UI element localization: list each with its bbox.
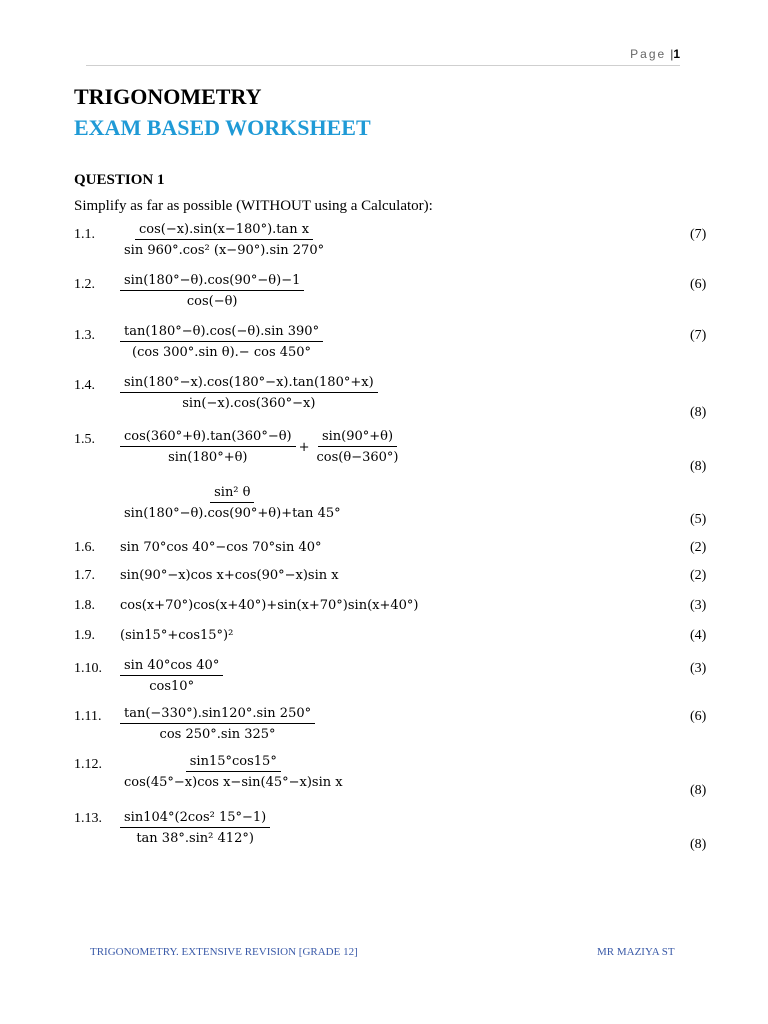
item-number: 1.7. [74, 568, 95, 583]
denominator: sin(−x).cos(360°−x) [182, 396, 316, 411]
denominator: sin(180°+θ) [168, 450, 248, 465]
worksheet-title: TRIGONOMETRY [74, 84, 262, 109]
numerator: sin 40°cos 40° [120, 658, 223, 676]
fraction [120, 324, 323, 360]
fraction [120, 706, 315, 742]
expression: sin(90°−x)cos x+cos(90°−x)sin x [120, 568, 339, 583]
marks: (4) [690, 628, 707, 643]
marks: (8) [690, 837, 707, 852]
denominator: cos(45°−x)cos x−sin(45°−x)sin x [124, 775, 343, 790]
numerator: sin104°(2cos² 15°−1) [120, 810, 270, 828]
numerator: tan(−330°).sin120°.sin 250° [120, 706, 315, 724]
marks: (5) [690, 512, 707, 527]
marks: (6) [690, 709, 707, 724]
marks: (7) [690, 328, 707, 343]
numerator: sin(90°+θ) [318, 429, 397, 447]
fraction [120, 273, 304, 309]
numerator: sin² θ [210, 485, 254, 503]
marks: (6) [690, 277, 707, 292]
denominator: cos10° [149, 679, 195, 694]
denominator: tan 38°.sin² 412°) [136, 831, 254, 846]
header-divider [86, 65, 680, 66]
item-number: 1.5. [74, 432, 95, 447]
numerator: sin(180°−θ).cos(90°−θ)−1 [120, 273, 304, 291]
denominator: sin 960°.cos² (x−90°).sin 270° [124, 243, 325, 258]
marks: (8) [690, 459, 707, 474]
fraction [120, 429, 296, 465]
numerator: sin15°cos15° [186, 754, 281, 772]
numerator: cos(360°+θ).tan(360°−θ) [120, 429, 296, 447]
numerator: sin(180°−x).cos(180°−x).tan(180°+x) [120, 375, 378, 393]
marks: (8) [690, 405, 707, 420]
fraction [120, 222, 328, 258]
item-number: 1.2. [74, 277, 95, 292]
item-number: 1.12. [74, 757, 102, 772]
item-number: 1.4. [74, 378, 95, 393]
question-heading: QUESTION 1 [74, 172, 165, 188]
fraction [120, 485, 345, 521]
denominator: sin(180°−θ).cos(90°+θ)+tan 45° [124, 506, 341, 521]
page-number-header [86, 47, 680, 61]
denominator: cos 250°.sin 325° [159, 727, 276, 742]
item-number: 1.11. [74, 709, 102, 724]
expression: (sin15°+cos15°)² [120, 628, 234, 643]
denominator: (cos 300°.sin θ).− cos 450° [132, 345, 312, 360]
item-number: 1.9. [74, 628, 95, 643]
numerator: tan(180°−θ).cos(−θ).sin 390° [120, 324, 323, 342]
item-number: 1.6. [74, 540, 95, 555]
denominator: cos(−θ) [186, 294, 238, 309]
marks: (3) [690, 598, 707, 613]
marks: (3) [690, 661, 707, 676]
item-number: 1.10. [74, 661, 102, 676]
expression: cos(x+70°)cos(x+40°)+sin(x+70°)sin(x+40°) [120, 598, 419, 613]
fraction [313, 429, 403, 465]
footer-left: TRIGONOMETRY. EXTENSIVE REVISION [GRADE 12] [90, 946, 358, 958]
denominator: cos(θ−360°) [316, 450, 399, 465]
page-separator: | [670, 47, 674, 61]
page-label: Page [630, 47, 667, 61]
item-number: 1.1. [74, 227, 95, 242]
fraction [120, 658, 223, 694]
page-number: 1 [673, 47, 680, 61]
marks: (2) [690, 568, 707, 583]
worksheet-subtitle: EXAM BASED WORKSHEET [74, 115, 371, 140]
numerator: cos(−x).sin(x−180°).tan x [135, 222, 313, 240]
item-number: 1.13. [74, 811, 102, 826]
marks: (7) [690, 227, 707, 242]
fraction [120, 754, 347, 790]
marks: (2) [690, 540, 707, 555]
marks: (8) [690, 783, 707, 798]
fraction [120, 375, 378, 411]
expression: sin 70°cos 40°−cos 70°sin 40° [120, 540, 322, 555]
item-number: 1.8. [74, 598, 95, 613]
question-instruction: Simplify as far as possible (WITHOUT using a Calculator): [74, 198, 433, 214]
footer-right: MR MAZIYA ST [597, 946, 675, 958]
item-number: 1.3. [74, 328, 95, 343]
fraction [120, 810, 270, 846]
plus-sign: + [298, 439, 310, 455]
